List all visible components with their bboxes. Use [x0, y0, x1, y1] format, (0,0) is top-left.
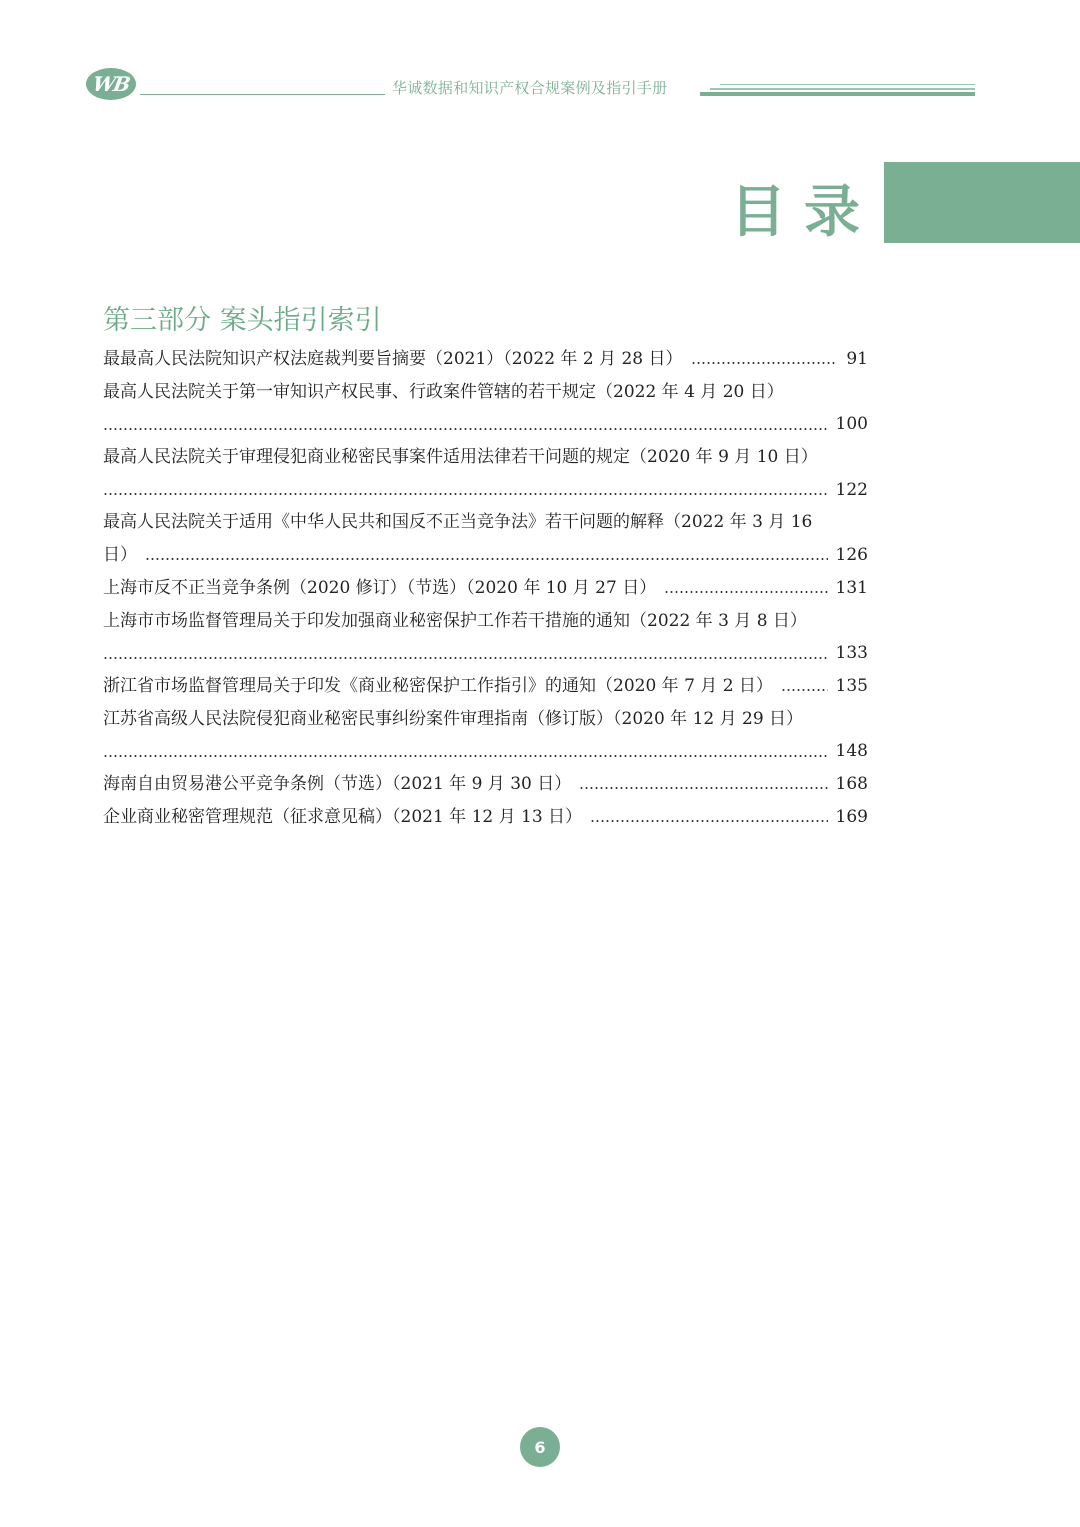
toc-entry-page: 100 [835, 414, 868, 435]
title-accent-block [884, 162, 1080, 243]
toc-entry-page: 133 [835, 643, 868, 664]
toc-entry[interactable] [103, 703, 868, 736]
toc-entry-page: 126 [835, 545, 868, 566]
page-header [0, 60, 1080, 110]
leader-dots [103, 493, 828, 495]
toc-entry-title: 最高人民法院关于审理侵犯商业秘密民事案件适用法律若干问题的规定（2020 年 9 月 10 日） [103, 447, 818, 468]
leader-dots [781, 689, 828, 691]
toc-entry-page: 169 [835, 806, 868, 827]
toc-list [103, 343, 868, 833]
toc-entry-title: 浙江省市场监督管理局关于印发《商业秘密保护工作指引》的通知（2020 年 7 月 2 日） [103, 675, 773, 696]
toc-entry-page: 122 [835, 479, 868, 500]
toc-entry[interactable] [103, 572, 868, 605]
toc-entry[interactable] [103, 670, 868, 703]
toc-entry-cont[interactable] [103, 637, 868, 670]
logo-icon: WB [86, 68, 136, 100]
page-number-badge: 6 [520, 1427, 560, 1467]
toc-entry-page: 131 [835, 577, 868, 598]
toc-entry-title: 江苏省高级人民法院侵犯商业秘密民事纠纷案件审理指南（修订版）（2020 年 12 月 29 日） [103, 708, 804, 729]
toc-entry-cont[interactable] [103, 539, 868, 572]
header-rule-left [140, 94, 385, 95]
toc-entry[interactable] [103, 801, 868, 834]
toc-title: 目录 [730, 180, 878, 245]
header-rule-right [700, 84, 975, 98]
toc-entry[interactable] [103, 441, 868, 474]
toc-entry[interactable] [103, 343, 868, 376]
toc-entry[interactable] [103, 506, 868, 539]
leader-dots [590, 820, 828, 822]
leader-dots [691, 362, 837, 364]
toc-entry-page: 168 [835, 773, 868, 794]
toc-entry-cont[interactable] [103, 735, 868, 768]
toc-entry-cont[interactable] [103, 474, 868, 507]
toc-entry[interactable] [103, 605, 868, 638]
toc-entry-cont[interactable] [103, 408, 868, 441]
header-title: 华诚数据和知识产权合规案例及指引手册 [392, 79, 668, 97]
toc-entry-title: 最高人民法院关于第一审知识产权民事、行政案件管辖的若干规定（2022 年 4 月 20 日） [103, 381, 784, 402]
toc-entry[interactable] [103, 376, 868, 409]
toc-entry[interactable] [103, 768, 868, 801]
leader-dots [664, 591, 827, 593]
section-heading: 第三部分 案头指引索引 [103, 305, 382, 336]
leader-dots [103, 755, 828, 757]
leader-dots [579, 787, 827, 789]
toc-entry-page: 91 [846, 349, 868, 369]
toc-entry-title: 上海市市场监督管理局关于印发加强商业秘密保护工作若干措施的通知（2022 年 3 月 8 日） [103, 610, 807, 631]
toc-entry-page: 135 [835, 675, 868, 696]
toc-entry-title-cont: 日） [103, 545, 137, 566]
leader-dots [103, 428, 828, 430]
toc-entry-title: 最高人民法院关于适用《中华人民共和国反不正当竞争法》若干问题的解释（2022 年 3 月 16 [103, 512, 813, 533]
toc-entry-title: 最最高人民法院知识产权法庭裁判要旨摘要（2021）（2022 年 2 月 28 日） [103, 349, 683, 369]
toc-entry-page: 148 [835, 741, 868, 762]
toc-entry-title: 企业商业秘密管理规范（征求意见稿）（2021 年 12 月 13 日） [103, 806, 583, 827]
toc-entry-title: 海南自由贸易港公平竞争条例（节选）（2021 年 9 月 30 日） [103, 773, 572, 794]
toc-entry-title: 上海市反不正当竞争条例（2020 修订）（节选）（2020 年 10 月 27 日） [103, 577, 657, 598]
leader-dots [145, 558, 828, 560]
leader-dots [103, 657, 828, 659]
